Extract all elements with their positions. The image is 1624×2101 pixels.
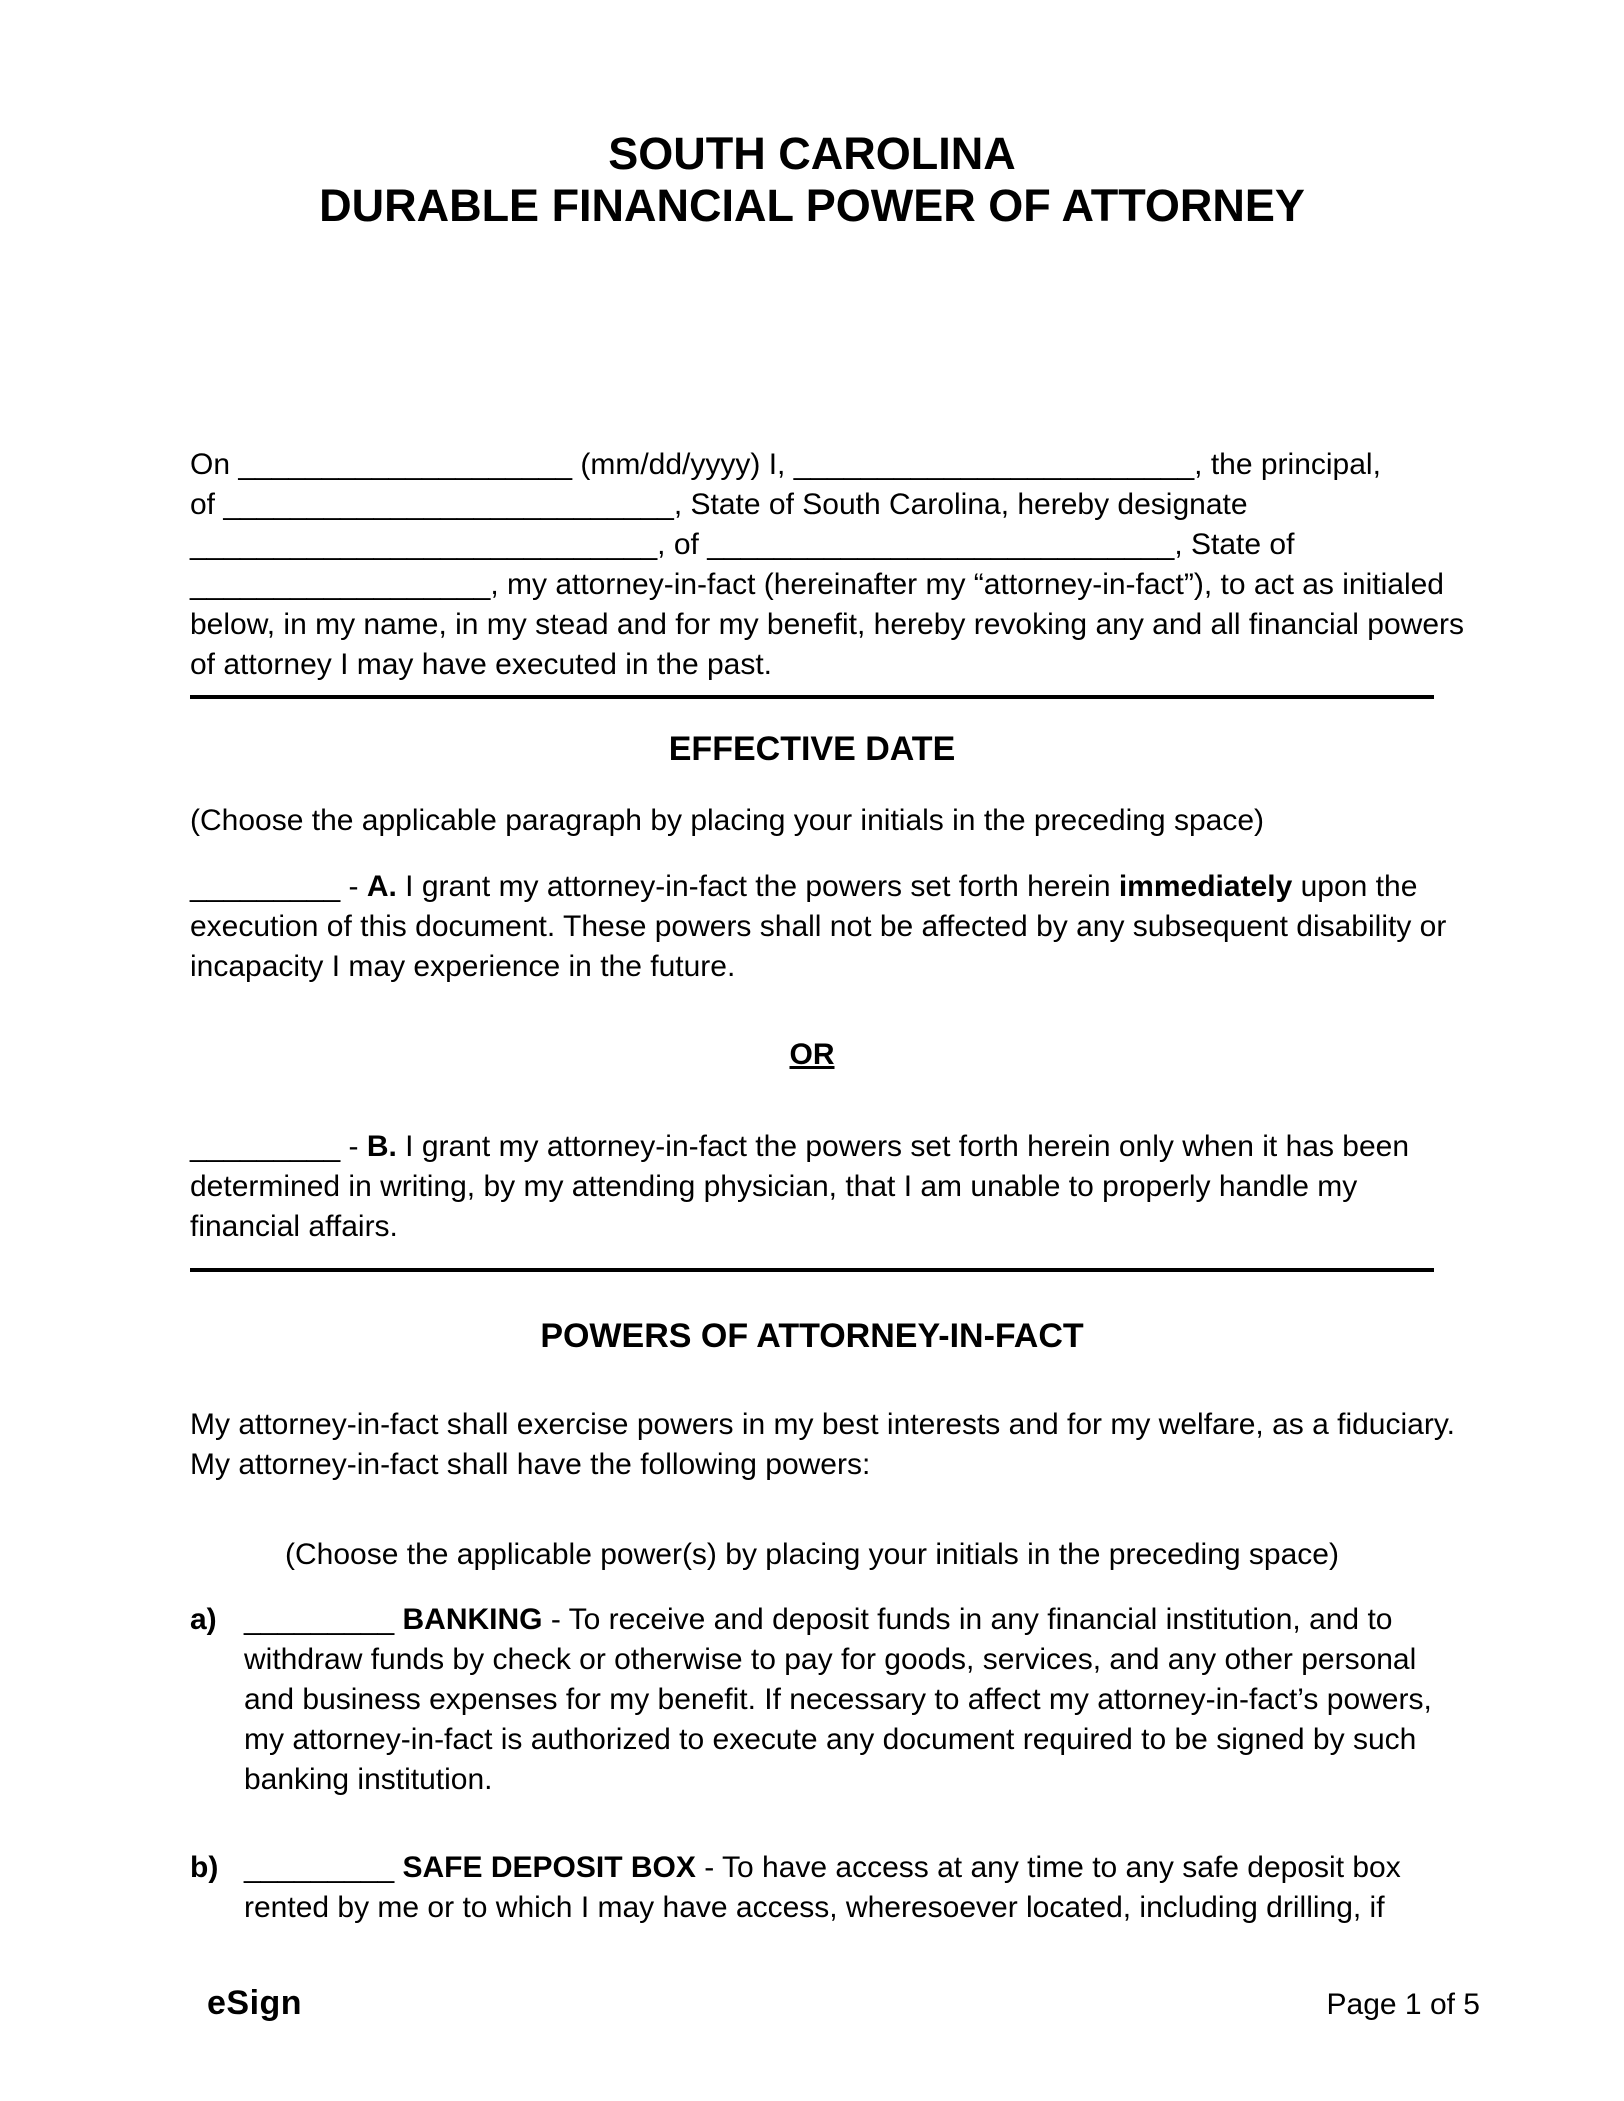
esign-logo: eSign (207, 1984, 303, 2022)
page-footer (190, 1984, 1480, 2023)
or-label: OR (789, 1038, 835, 1071)
option-a-line-2: execution of this document. These powers shall not be affected by any subsequent disability or (190, 910, 1447, 943)
item-a-line-4: my attorney-in-fact is authorized to execute any document required to be signed by such (244, 1723, 1417, 1756)
item-b-marker: b) (190, 1851, 219, 1884)
option-b-initials-blank: _________ (190, 1130, 341, 1163)
option-a-text: I grant my attorney-in-fact the powers set forth herein (396, 870, 1119, 903)
powers-heading: POWERS OF ATTORNEY-IN-FACT (540, 1317, 1084, 1355)
item-b-initials-blank: _________ (244, 1851, 403, 1884)
power-item-banking (190, 1600, 1434, 1800)
effective-date-instruction: (Choose the applicable paragraph by placing your initials in the preceding space) (190, 804, 1264, 837)
opening-line-1: On ____________________ (mm/dd/yyyy) I, ________________________, the principal, (190, 448, 1381, 481)
item-b-body (244, 1848, 1434, 1928)
item-a-text: - To receive and deposit funds in any financial institution, and to (542, 1603, 1393, 1636)
opening-line-2: of ___________________________, State of South Carolina, hereby designate (190, 488, 1248, 521)
option-b-text: I grant my attorney-in-fact the powers set forth herein only when it has been (396, 1130, 1410, 1163)
option-b-label: B. (366, 1130, 397, 1163)
powers-intro-paragraph (190, 1405, 1455, 1485)
item-a-body (244, 1600, 1434, 1800)
title-line-2: DURABLE FINANCIAL POWER OF ATTORNEY (319, 180, 1305, 231)
option-a-initials-blank: _________ (190, 870, 341, 903)
item-a-initials-blank: _________ (244, 1603, 403, 1636)
opening-line-3: ____________________________, of ____________________________, State of (190, 528, 1295, 561)
opening-line-4: __________________, my attorney-in-fact (hereinafter my “attorney-in-fact”), to act as initialed (190, 568, 1444, 601)
powers-intro-line-1: My attorney-in-fact shall exercise powers in my best interests and for my welfare, as a fiduciary. (190, 1408, 1455, 1441)
effective-option-a (190, 867, 1447, 987)
option-a-bold-word: immediately (1118, 870, 1293, 903)
document-title (190, 0, 1434, 232)
item-b-line-1 (244, 1848, 1434, 1888)
power-item-safe-deposit-box (190, 1848, 1434, 1928)
effective-date-heading: EFFECTIVE DATE (668, 730, 956, 768)
section-divider (190, 695, 1434, 699)
option-a-line-3: incapacity I may experience in the future. (190, 950, 736, 983)
powers-intro-line-2: My attorney-in-fact shall have the following powers: (190, 1448, 871, 1481)
item-b-label: SAFE DEPOSIT BOX (402, 1851, 696, 1884)
opening-line-6: of attorney I may have executed in the past. (190, 648, 773, 681)
title-line-1: SOUTH CAROLINA (608, 128, 1016, 179)
powers-instruction: (Choose the applicable power(s) by placing your initials in the preceding space) (285, 1538, 1339, 1571)
option-a-dash: - (340, 870, 367, 903)
page-number-indicator: Page 1 of 5 (1326, 1988, 1480, 2021)
effective-option-b (190, 1127, 1434, 1247)
item-a-marker: a) (190, 1603, 217, 1636)
option-b-dash: - (340, 1130, 367, 1163)
opening-line-5: below, in my name, in my stead and for my benefit, hereby revoking any and all financial powers (190, 608, 1465, 641)
item-a-line-1 (244, 1600, 1434, 1640)
opening-paragraph (190, 445, 1465, 685)
option-b-line-2: determined in writing, by my attending physician, that I am unable to properly handle my (190, 1170, 1358, 1203)
option-a-text-end: upon the (1292, 870, 1418, 903)
option-a-line-1 (190, 867, 1434, 907)
item-a-line-5: banking institution. (244, 1763, 493, 1796)
option-b-line-3: financial affairs. (190, 1210, 398, 1243)
item-b-text: - To have access at any time to any safe deposit box (695, 1851, 1401, 1884)
option-b-line-1 (190, 1127, 1434, 1167)
item-a-line-3: and business expenses for my benefit. If necessary to affect my attorney-in-fact’s powers, (244, 1683, 1432, 1716)
section-divider (190, 1268, 1434, 1272)
option-a-label: A. (366, 870, 397, 903)
item-a-line-2: withdraw funds by check or otherwise to pay for goods, services, and any other personal (244, 1643, 1417, 1676)
item-b-line-2: rented by me or to which I may have access, wheresoever located, including drilling, if (244, 1891, 1385, 1924)
item-a-label: BANKING (402, 1603, 543, 1636)
